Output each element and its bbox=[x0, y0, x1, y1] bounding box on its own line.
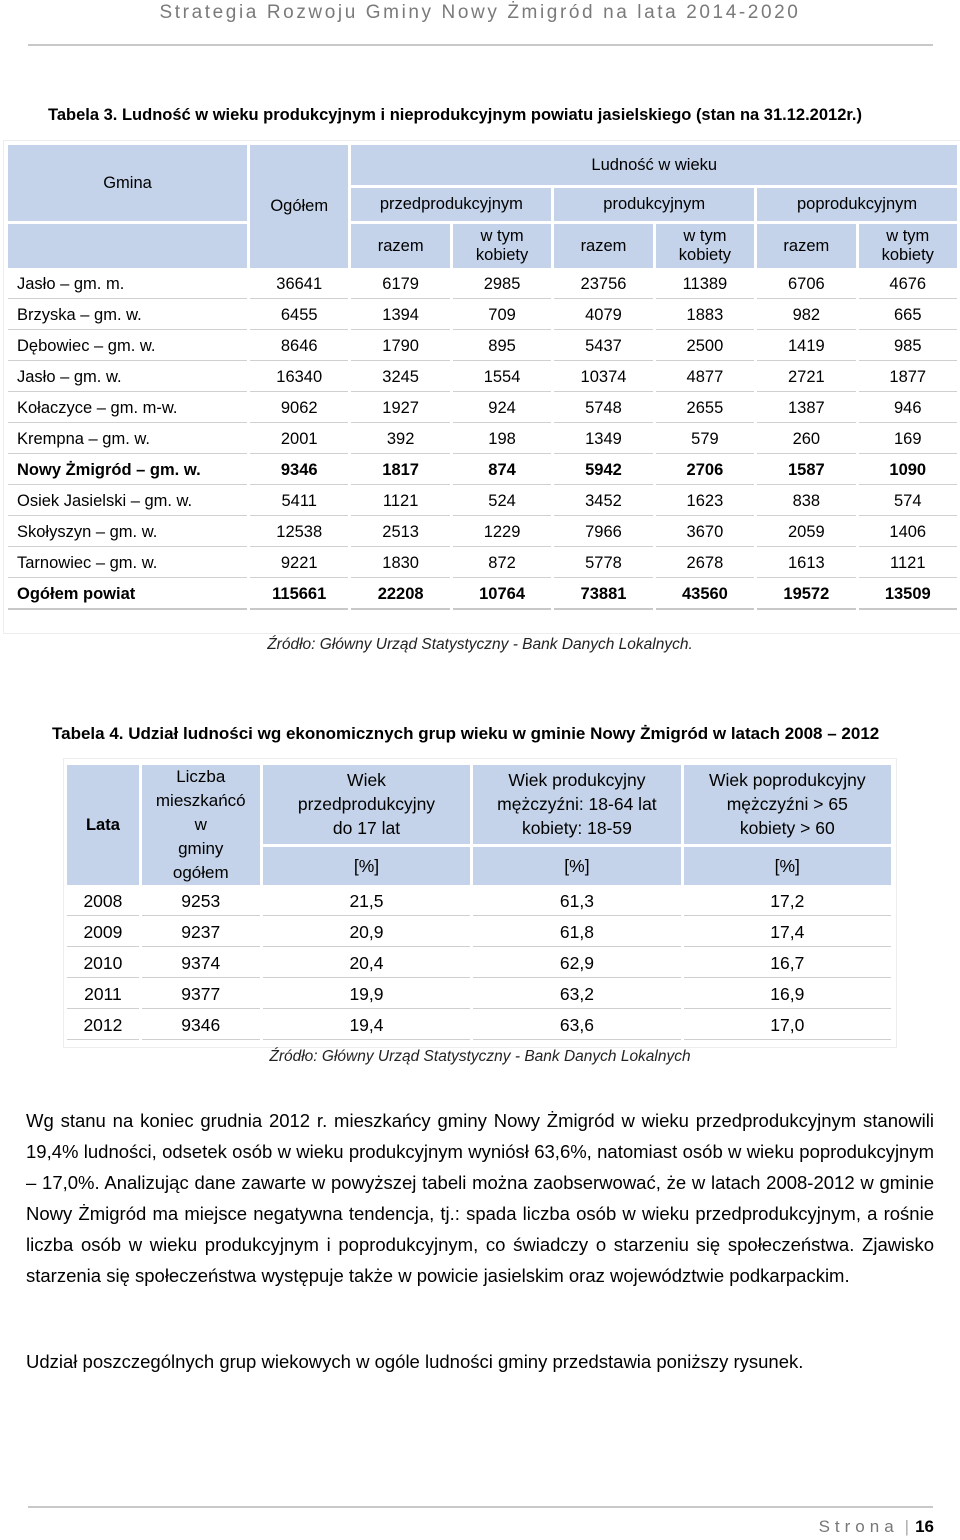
cell: 4676 bbox=[859, 271, 957, 299]
table-row bbox=[67, 888, 891, 916]
cell: 19,9 bbox=[263, 981, 471, 1009]
header-lata: Lata bbox=[67, 765, 139, 885]
cell: 115661 bbox=[250, 581, 348, 610]
cell-gmina: Brzyska – gm. w. bbox=[8, 302, 247, 330]
header-poprodukcyjnym: poprodukcyjnym bbox=[757, 188, 957, 221]
cell: 5411 bbox=[250, 488, 348, 516]
header-razem: razem bbox=[554, 224, 652, 268]
cell-gmina: Jasło – gm. m. bbox=[8, 271, 247, 299]
table-row bbox=[8, 302, 957, 330]
cell-year: 2012 bbox=[67, 1012, 139, 1040]
cell: 1613 bbox=[757, 550, 855, 578]
body-paragraph: Wg stanu na koniec grudnia 2012 r. mieszkańcy gminy Nowy Żmigród w wieku przedprodukcyjnym stanowili 19,4% ludności, odsetek osób w wieku produkcyjnym wyniósł 63,6%, natomiast osób w wieku poprodukcyjnym – 17,0%. Analizując dane zawarte w powyższej tabeli można zaobserwować, że w latach 2008-2012 w gminie Nowy Żmigród ma miejsce negatywna tendencja, tj.: spada liczba osób w wieku przedprodukcyjnym, a rośnie liczba osób w wieku produkcyjnym i poprodukcyjnym, co świadczy o starzeniu się społeczeństwa. Zjawisko starzenia się społeczeństwa występuje także w powicie jasielskim oraz województwie podkarpackim. bbox=[26, 1110, 934, 1286]
cell: 895 bbox=[453, 333, 551, 361]
table-row bbox=[67, 1012, 891, 1040]
cell: 16,9 bbox=[684, 981, 891, 1009]
cell: 2001 bbox=[250, 426, 348, 454]
header-liczba-mieszkancow: Liczba mieszkańcó w gminy ogółem bbox=[142, 765, 260, 885]
cell: 9374 bbox=[142, 950, 260, 978]
table-row bbox=[8, 550, 957, 578]
cell: 2500 bbox=[656, 333, 754, 361]
page-number: 16 bbox=[915, 1517, 934, 1536]
cell: 1554 bbox=[453, 364, 551, 392]
header-w-tym-kobiety: w tym kobiety bbox=[656, 224, 754, 268]
page-header: Strategia Rozwoju Gminy Nowy Żmigród na lata 2014-2020 bbox=[159, 2, 801, 23]
cell: 12538 bbox=[250, 519, 348, 547]
cell: 524 bbox=[453, 488, 551, 516]
cell: 3452 bbox=[554, 488, 652, 516]
cell: 17,4 bbox=[684, 919, 891, 947]
cell: 169 bbox=[859, 426, 957, 454]
cell: 2721 bbox=[757, 364, 855, 392]
cell: 17,2 bbox=[684, 888, 891, 916]
cell-year: 2008 bbox=[67, 888, 139, 916]
table-row bbox=[67, 919, 891, 947]
cell: 16340 bbox=[250, 364, 348, 392]
header-wiek-przedprodukcyjny: Wiek przedprodukcyjny do 17 lat bbox=[263, 765, 471, 844]
header-przedprodukcyjnym: przedprodukcyjnym bbox=[351, 188, 551, 221]
header-gmina-cont bbox=[8, 224, 247, 268]
table-row bbox=[67, 981, 891, 1009]
table4-source: Źródło: Główny Urząd Statystyczny - Bank Danych Lokalnych bbox=[269, 1048, 691, 1065]
cell: 1394 bbox=[351, 302, 449, 330]
header-gmina: Gmina bbox=[8, 145, 247, 221]
cell: 19572 bbox=[757, 581, 855, 610]
cell: 982 bbox=[757, 302, 855, 330]
cell: 1349 bbox=[554, 426, 652, 454]
cell: 9253 bbox=[142, 888, 260, 916]
cell: 9346 bbox=[142, 1012, 260, 1040]
cell: 3670 bbox=[656, 519, 754, 547]
table-row-total bbox=[8, 581, 957, 610]
cell: 2655 bbox=[656, 395, 754, 423]
header-unit: [%] bbox=[263, 847, 471, 885]
cell: 21,5 bbox=[263, 888, 471, 916]
cell: 9221 bbox=[250, 550, 348, 578]
cell: 924 bbox=[453, 395, 551, 423]
table-row bbox=[8, 364, 957, 392]
cell: 6455 bbox=[250, 302, 348, 330]
cell: 16,7 bbox=[684, 950, 891, 978]
cell: 1817 bbox=[351, 457, 449, 485]
table3-source: Źródło: Główny Urząd Statystyczny - Bank Danych Lokalnych. bbox=[267, 636, 693, 653]
cell: 1090 bbox=[859, 457, 957, 485]
table-row bbox=[8, 395, 957, 423]
body-paragraph: Udział poszczególnych grup wiekowych w ogóle ludności gminy przedstawia poniższy rysunek. bbox=[26, 1351, 804, 1372]
cell-gmina: Jasło – gm. w. bbox=[8, 364, 247, 392]
cell: 1623 bbox=[656, 488, 754, 516]
header-unit: [%] bbox=[473, 847, 680, 885]
cell: 23756 bbox=[554, 271, 652, 299]
cell: 6706 bbox=[757, 271, 855, 299]
cell: 61,8 bbox=[473, 919, 680, 947]
cell: 62,9 bbox=[473, 950, 680, 978]
cell: 1121 bbox=[859, 550, 957, 578]
cell: 5778 bbox=[554, 550, 652, 578]
table-row bbox=[8, 488, 957, 516]
cell: 5437 bbox=[554, 333, 652, 361]
header-produkcyjnym: produkcyjnym bbox=[554, 188, 754, 221]
page-footer bbox=[819, 1517, 934, 1537]
cell: 709 bbox=[453, 302, 551, 330]
cell: 1790 bbox=[351, 333, 449, 361]
cell-gmina: Krempna – gm. w. bbox=[8, 426, 247, 454]
cell: 9237 bbox=[142, 919, 260, 947]
table3-caption: Tabela 3. Ludność w wieku produkcyjnym i nieprodukcyjnym powiatu jasielskiego (stan na 31.12.2012r.) bbox=[48, 106, 862, 124]
cell-gmina: Dębowiec – gm. w. bbox=[8, 333, 247, 361]
cell: 1877 bbox=[859, 364, 957, 392]
cell: 8646 bbox=[250, 333, 348, 361]
cell: 2678 bbox=[656, 550, 754, 578]
table-row bbox=[8, 271, 957, 299]
cell: 1830 bbox=[351, 550, 449, 578]
table-row bbox=[8, 333, 957, 361]
cell: 5748 bbox=[554, 395, 652, 423]
cell: 260 bbox=[757, 426, 855, 454]
cell: 2513 bbox=[351, 519, 449, 547]
cell: 22208 bbox=[351, 581, 449, 610]
cell: 1387 bbox=[757, 395, 855, 423]
cell: 6179 bbox=[351, 271, 449, 299]
cell-year: 2011 bbox=[67, 981, 139, 1009]
cell: 665 bbox=[859, 302, 957, 330]
header-unit: [%] bbox=[684, 847, 891, 885]
cell-year: 2010 bbox=[67, 950, 139, 978]
footer-label: Strona bbox=[818, 1517, 899, 1536]
cell: 19,4 bbox=[263, 1012, 471, 1040]
table-row bbox=[8, 426, 957, 454]
header-wiek-produkcyjny: Wiek produkcyjny mężczyźni: 18-64 lat kobiety: 18-59 bbox=[473, 765, 680, 844]
header-razem: razem bbox=[351, 224, 449, 268]
cell: 9346 bbox=[250, 457, 348, 485]
cell: 63,2 bbox=[473, 981, 680, 1009]
cell-gmina: Osiek Jasielski – gm. w. bbox=[8, 488, 247, 516]
footer-divider bbox=[28, 1506, 933, 1508]
header-w-tym-kobiety: w tym kobiety bbox=[453, 224, 551, 268]
cell: 61,3 bbox=[473, 888, 680, 916]
cell: 946 bbox=[859, 395, 957, 423]
cell: 1406 bbox=[859, 519, 957, 547]
cell: 4079 bbox=[554, 302, 652, 330]
cell: 73881 bbox=[554, 581, 652, 610]
cell: 1121 bbox=[351, 488, 449, 516]
cell: 9377 bbox=[142, 981, 260, 1009]
cell: 1587 bbox=[757, 457, 855, 485]
header-divider bbox=[28, 44, 933, 46]
header-wiek-poprodukcyjny: Wiek poprodukcyjny mężczyźni > 65 kobiety > 60 bbox=[684, 765, 891, 844]
cell-year: 2009 bbox=[67, 919, 139, 947]
cell: 11389 bbox=[656, 271, 754, 299]
cell: 5942 bbox=[554, 457, 652, 485]
cell-gmina: Nowy Żmigród – gm. w. bbox=[8, 457, 247, 485]
cell: 3245 bbox=[351, 364, 449, 392]
cell: 985 bbox=[859, 333, 957, 361]
header-ogolem: Ogółem bbox=[250, 145, 348, 268]
cell: 2059 bbox=[757, 519, 855, 547]
cell: 7966 bbox=[554, 519, 652, 547]
cell: 1883 bbox=[656, 302, 754, 330]
cell: 574 bbox=[859, 488, 957, 516]
table-row-highlight bbox=[8, 457, 957, 485]
table4 bbox=[64, 762, 894, 1043]
cell: 1229 bbox=[453, 519, 551, 547]
cell: 1927 bbox=[351, 395, 449, 423]
header-ludnosc-w-wieku: Ludność w wieku bbox=[351, 145, 957, 185]
cell: 1419 bbox=[757, 333, 855, 361]
cell: 43560 bbox=[656, 581, 754, 610]
header-w-tym-kobiety: w tym kobiety bbox=[859, 224, 957, 268]
footer-separator: | bbox=[904, 1517, 910, 1536]
cell-gmina: Skołyszyn – gm. w. bbox=[8, 519, 247, 547]
cell: 20,9 bbox=[263, 919, 471, 947]
table-row bbox=[67, 950, 891, 978]
cell: 838 bbox=[757, 488, 855, 516]
cell: 17,0 bbox=[684, 1012, 891, 1040]
cell: 9062 bbox=[250, 395, 348, 423]
cell: 872 bbox=[453, 550, 551, 578]
table4-caption: Tabela 4. Udział ludności wg ekonomicznych grup wieku w gminie Nowy Żmigród w latach 2008 – 2012 bbox=[52, 724, 880, 743]
cell: 20,4 bbox=[263, 950, 471, 978]
cell: 392 bbox=[351, 426, 449, 454]
table3 bbox=[5, 142, 960, 613]
table-row bbox=[8, 519, 957, 547]
cell: 2706 bbox=[656, 457, 754, 485]
cell: 10764 bbox=[453, 581, 551, 610]
cell-gmina: Ogółem powiat bbox=[8, 581, 247, 610]
cell: 13509 bbox=[859, 581, 957, 610]
cell: 10374 bbox=[554, 364, 652, 392]
cell: 4877 bbox=[656, 364, 754, 392]
cell: 874 bbox=[453, 457, 551, 485]
header-razem: razem bbox=[757, 224, 855, 268]
cell-gmina: Kołaczyce – gm. m-w. bbox=[8, 395, 247, 423]
cell: 579 bbox=[656, 426, 754, 454]
cell: 63,6 bbox=[473, 1012, 680, 1040]
cell-gmina: Tarnowiec – gm. w. bbox=[8, 550, 247, 578]
cell: 2985 bbox=[453, 271, 551, 299]
cell: 36641 bbox=[250, 271, 348, 299]
cell: 198 bbox=[453, 426, 551, 454]
